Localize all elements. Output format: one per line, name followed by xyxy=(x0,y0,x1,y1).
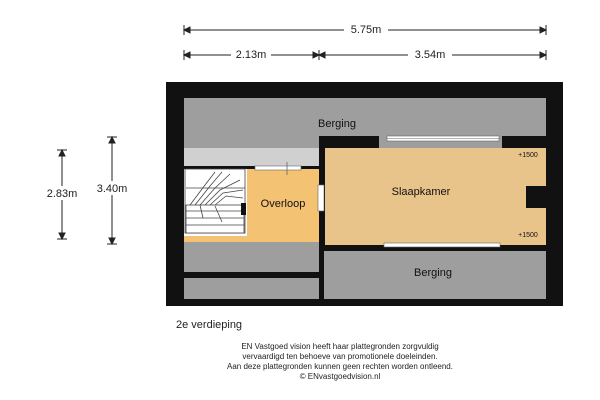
storage-bottom-left-floor xyxy=(184,278,319,299)
stair-post xyxy=(241,203,246,215)
dim-height-right: 3.40m xyxy=(96,183,128,195)
room-label-berging-top: Berging xyxy=(318,118,356,130)
dim-left-width: 2.13m xyxy=(235,49,267,61)
height-annotation-top: +1500 xyxy=(518,152,538,159)
disclaimer-line: Aan deze plattegronden kunnen geen rechten worden ontleend. xyxy=(227,362,453,371)
dim-height-left: 2.83m xyxy=(46,188,78,200)
floor-label: 2e verdieping xyxy=(176,319,243,331)
landing-grey-floor xyxy=(184,242,319,272)
dim-total-width: 5.75m xyxy=(350,24,382,36)
room-label-slaapkamer: Slaapkamer xyxy=(391,186,451,198)
disclaimer-line: EN Vastgoed vision heeft haar plattegronden zorgvuldig xyxy=(241,342,439,351)
disclaimer xyxy=(150,342,530,382)
light-strip xyxy=(184,148,319,168)
disclaimer-line: © ENvastgoedvision.nl xyxy=(299,372,381,381)
room-label-berging-bottom: Berging xyxy=(414,267,452,279)
disclaimer-line: vervaardigd ten behoeve van promotionele doeleinden. xyxy=(242,352,438,361)
bedroom-door xyxy=(318,185,324,211)
room-label-overloop: Overloop xyxy=(260,198,306,210)
landing-lower-floor xyxy=(184,236,247,242)
bedroom-bottom-window xyxy=(384,243,500,247)
bedroom-top-window xyxy=(387,136,499,141)
height-annotation-bottom: +1500 xyxy=(518,232,538,239)
dim-right-width: 3.54m xyxy=(414,49,446,61)
